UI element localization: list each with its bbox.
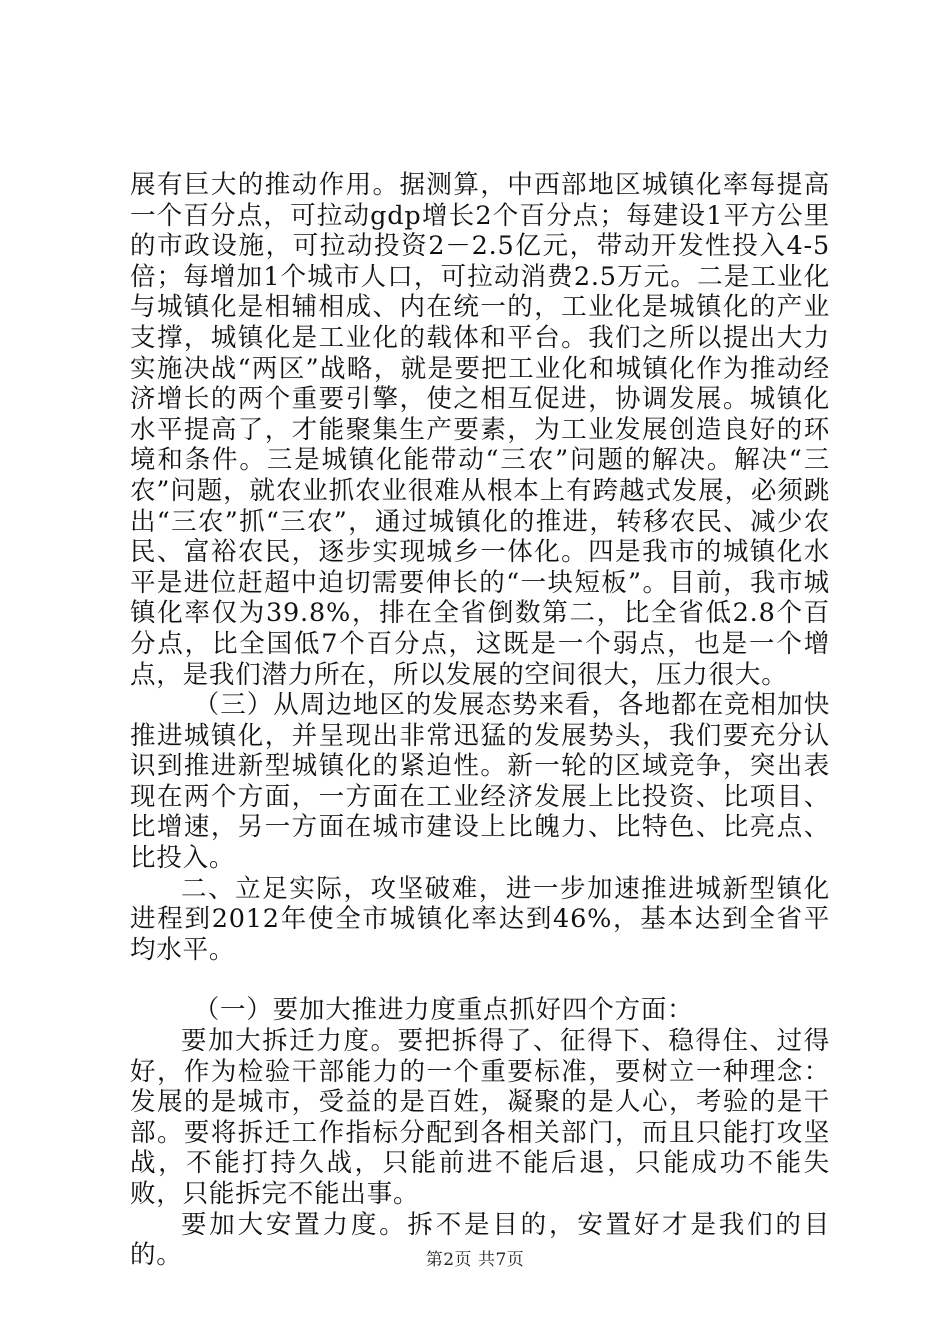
paragraph-subheading-one: （一）要加大推进力度重点抓好四个方面： [193,995,694,1026]
paragraph-resettlement: 要加大安置力度。拆不是目的，安置好才是我们的目的。 [130,1209,830,1271]
paragraph-heading-two: 二、立足实际，攻坚破难，进一步加速推进城新型镇化进程到2012年使全市城镇化率达到46%，基本达到全省平均水平。 [130,873,830,965]
paragraph-demolition: 要加大拆迁力度。要把拆得了、征得下、稳得住、过得好，作为检验干部能力的一个重要标准，要树立一种理念：发展的是城市，受益的是百姓，凝聚的是人心，考验的是干部。要将拆迁工作指标分配到各相关部门，而且只能打攻坚战，不能打持久战，只能前进不能后退，只能成功不能失败，只能拆完不能出事。 [130,1026,830,1209]
paragraph-section-three: （三）从周边地区的发展态势来看，各地都在竞相加快推进城镇化，并呈现出非常迅猛的发展势头，我们要充分认识到推进新型城镇化的紧迫性。新一轮的区域竞争，突出表现在两个方面，一方面在工业经济发展上比投资、比项目、比增速，另一方面在城市建设上比魄力、比特色、比亮点、比投入。 [130,690,830,874]
page-number-footer: 第2页 共7页 [425,1250,525,1270]
document-body [130,170,830,1271]
paragraph-urbanization-effects: 展有巨大的推动作用。据测算，中西部地区城镇化率每提高一个百分点，可拉动gdp增长2个百分点；每建设1平方公里的市政设施，可拉动投资2－2.5亿元，带动开发性投入4-5倍；每增加1个城市人口，可拉动消费2.5万元。二是工业化与城镇化是相辅相成、内在统一的，工业化是城镇化的产业支撑，城镇化是工业化的载体和平台。我们之所以提出大力实施决战“两区”战略，就是要把工业化和城镇化作为推动经济增长的两个重要引擎，使之相互促进，协调发展。城镇化水平提高了，才能聚集生产要素，为工业发展创造良好的环境和条件。三是城镇化能带动“三农”问题的解决。解决“三农”问题，就农业抓农业很难从根本上有跨越式发展，必须跳出“三农”抓“三农”，通过城镇化的推进，转移农民、减少农民、富裕农民，逐步实现城乡一体化。四是我市的城镇化水平是进位赶超中迫切需要伸长的“一块短板”。目前，我市城镇化率仅为39.8%，排在全省倒数第二，比全省低2.8个百分点，比全国低7个百分点，这既是一个弱点，也是一个增点，是我们潜力所在，所以发展的空间很大，压力很大。 [130,170,830,690]
